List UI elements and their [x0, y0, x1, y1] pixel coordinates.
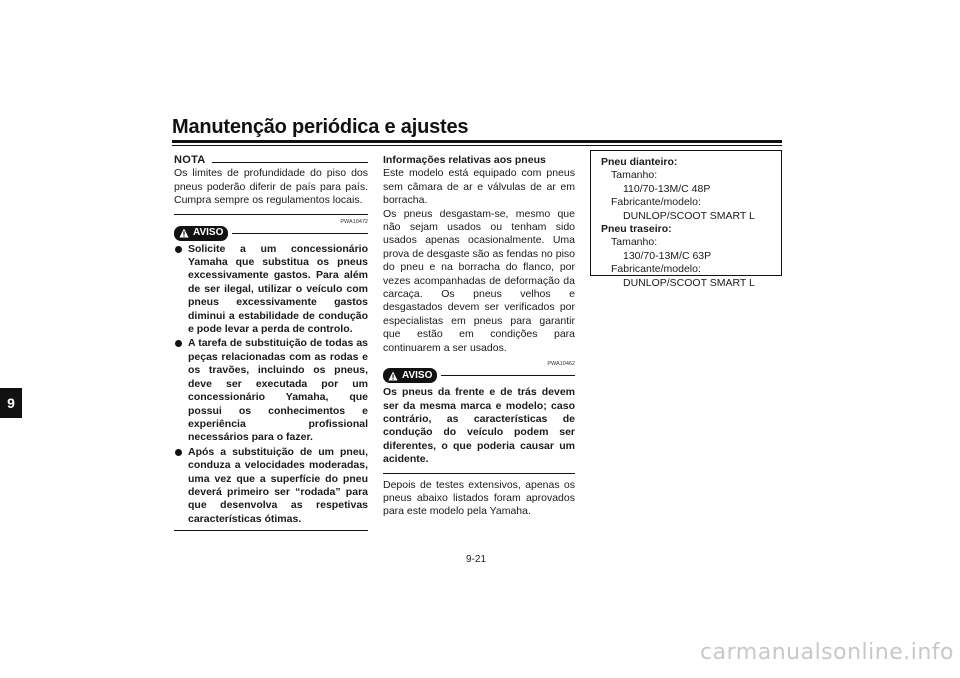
aviso-bullet-item	[174, 446, 368, 526]
aviso-bullet-text: Após a substituição de um pneu, conduza a velocidades moderadas, uma vez que a superfície do pneu deverá primeiro ser “rodada” para que desenvolva as respetivas características ótimas.	[188, 445, 368, 525]
tire-info-paragraph: Este modelo está equipado com pneus sem câmara de ar e válvulas de ar em borracha.	[383, 167, 575, 207]
rear-tire-model: DUNLOP/SCOOT SMART L	[623, 276, 755, 289]
rear-tire-label: Pneu traseiro:	[601, 223, 672, 236]
bullet-icon	[175, 449, 182, 456]
maker-label: Fabricante/modelo:	[611, 196, 701, 209]
bullet-icon	[175, 246, 182, 253]
aviso-label: AVISO	[402, 369, 433, 381]
aviso-header	[383, 368, 575, 383]
aviso-end-rule	[174, 530, 368, 531]
nota-header	[174, 154, 368, 167]
aviso-header	[174, 226, 368, 241]
aviso-badge	[174, 226, 228, 241]
size-label: Tamanho:	[611, 236, 658, 249]
header-rule-thick	[172, 140, 782, 143]
nota-rule	[212, 162, 368, 163]
chapter-tab: 9	[0, 388, 22, 418]
maker-label: Fabricante/modelo:	[611, 263, 701, 276]
warning-code: PWA10472	[340, 218, 368, 225]
aviso-bullet-item	[174, 337, 368, 444]
aviso-bullet-text: Solicite a um concessionário Yamaha que substitua os pneus excessivamente gastos. Para além de ser ilegal, utilizar o veículo com pneus excessivamente gastos diminui a estabilidade de condução e pode levar a perda de controlo.	[188, 242, 368, 336]
aviso-rule	[441, 375, 575, 376]
aviso-bullet-item	[174, 243, 368, 337]
page-number: 9-21	[466, 554, 487, 565]
middle-column	[383, 154, 575, 519]
nota-label: NOTA	[174, 154, 206, 166]
aviso-rule	[232, 233, 368, 234]
warning-triangle-icon	[179, 228, 189, 238]
aviso-label: AVISO	[193, 227, 224, 239]
page-title: Manutenção periódica e ajustes	[172, 116, 469, 138]
aviso-bullet-text: A tarefa de substituição de todas as peças relacionadas com as rodas e os travões, incluindo os pneus, deve ser executada por um concessionário Yamaha, que possui os conhecimentos e experiência profissional necessários para o fazer.	[188, 337, 368, 444]
rear-tire-size: 130/70-13M/C 63P	[623, 249, 712, 262]
aviso-end-rule	[383, 473, 575, 474]
tire-spec-box	[590, 150, 782, 289]
approved-tires-paragraph: Depois de testes extensivos, apenas os pneus abaixo listados foram aprovados para este modelo pela Yamaha.	[383, 478, 575, 518]
header-rule-thin	[172, 145, 782, 146]
front-tire-size: 110/70-13M/C 48P	[623, 182, 711, 195]
aviso-badge	[383, 368, 437, 383]
section-heading: Informações relativas aos pneus	[383, 154, 546, 166]
front-tire-model: DUNLOP/SCOOT SMART L	[623, 209, 755, 222]
aviso-text: Os pneus da frente e de trás devem ser da mesma marca e modelo; caso contrário, as características de condução do veículo podem ser diferentes, o que poderia causar um acidente.	[383, 386, 575, 466]
nota-end-rule	[174, 214, 368, 215]
warning-triangle-icon	[388, 371, 398, 381]
left-column	[174, 154, 368, 531]
aviso-bullet-list	[174, 243, 368, 527]
bullet-icon	[175, 340, 182, 347]
front-tire-label: Pneu dianteiro:	[601, 156, 678, 168]
size-label: Tamanho:	[611, 169, 658, 182]
warning-code: PWA10462	[547, 361, 575, 368]
tire-wear-paragraph: Os pneus desgastam-se, mesmo que não sejam usados ou tenham sido usados apenas ocasionalmente. Uma prova de desgaste são as fendas no piso do pneu e na borracha do flanco, por vezes acompanhadas de deformação da carcaça. Os pneus velhos e desgastados devem ser verificados por especialistas em pneus para garantir que estão em condições para continuarem a ser usados.	[383, 207, 575, 354]
nota-text: Os limites de profundidade do piso dos pneus poderão diferir de país para país. Cumpra sempre os regulamentos locais.	[174, 167, 368, 207]
watermark: carmanualsonline.info	[700, 640, 954, 665]
